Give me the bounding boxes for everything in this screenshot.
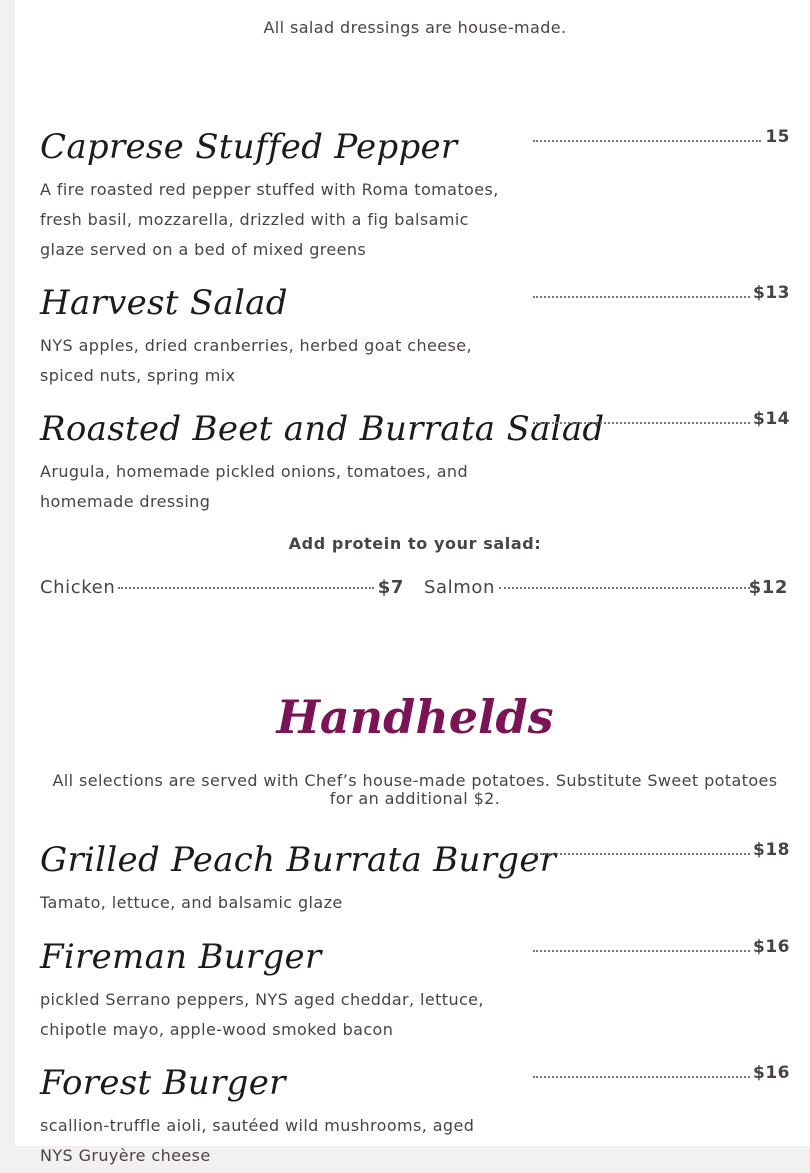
item-name: Fireman Burger: [40, 937, 322, 977]
item-description: pickled Serrano peppers, NYS aged cheddar, lettuce, chipotle mayo, apple-wood smoked bacon: [40, 990, 484, 1039]
menu-item-grilled-peach-burrata-burger: [40, 840, 790, 920]
protein-option-chicken: [40, 577, 404, 601]
item-price: $18: [753, 840, 790, 860]
protein-price: $12: [748, 577, 788, 598]
menu-page: [15, 0, 810, 1165]
protein-name: Salmon: [424, 577, 496, 598]
item-name: Roasted Beet and Burrata Salad: [40, 409, 605, 449]
menu-item-caprese-stuffed-pepper: [40, 127, 790, 257]
item-price: $16: [753, 1063, 790, 1083]
item-name: Grilled Peach Burrata Burger: [40, 840, 557, 880]
menu-item-roasted-beet-burrata-salad: [40, 409, 790, 519]
item-price: 15: [765, 127, 790, 147]
price-leader: [499, 587, 750, 589]
price-leader: [533, 296, 750, 298]
protein-name: Chicken: [40, 577, 116, 598]
section-title-handhelds: Handhelds: [276, 690, 554, 744]
item-price: $14: [753, 409, 790, 429]
item-description: NYS apples, dried cranberries, herbed goat cheese, spiced nuts, spring mix: [40, 336, 472, 385]
item-name: Caprese Stuffed Pepper: [40, 127, 458, 167]
price-leader: [533, 140, 761, 142]
item-description: scallion-truffle aioli, sautéed wild mushrooms, aged NYS Gruyère cheese: [40, 1116, 475, 1165]
salad-dressing-note: All salad dressings are house-made.: [263, 18, 567, 37]
protein-price: $7: [377, 577, 404, 598]
menu-item-fireman-burger: [40, 937, 790, 1047]
price-leader: [533, 1076, 750, 1078]
price-leader: [533, 950, 750, 952]
item-name: Forest Burger: [40, 1063, 286, 1103]
item-description: Arugula, homemade pickled onions, tomatoes, and homemade dressing: [40, 462, 468, 511]
add-protein-heading: Add protein to your salad:: [288, 534, 542, 553]
price-leader: [533, 853, 750, 855]
price-leader: [118, 587, 374, 589]
price-leader: [533, 422, 750, 424]
handhelds-note: All selections are served with Chef’s house-made potatoes. Substitute Sweet potatoes for an additional $2.: [52, 771, 778, 808]
item-price: $16: [753, 937, 790, 957]
menu-item-forest-burger: [40, 1063, 790, 1173]
protein-option-salmon: [424, 577, 788, 601]
item-price: $13: [753, 283, 790, 303]
item-description: Tamato, lettuce, and balsamic glaze: [40, 893, 343, 912]
item-name: Harvest Salad: [40, 283, 288, 323]
menu-item-harvest-salad: [40, 283, 790, 393]
item-description: A fire roasted red pepper stuffed with Roma tomatoes, fresh basil, mozzarella, drizzled with a fig balsamic glaze served on a bed of mixed greens: [40, 180, 499, 259]
